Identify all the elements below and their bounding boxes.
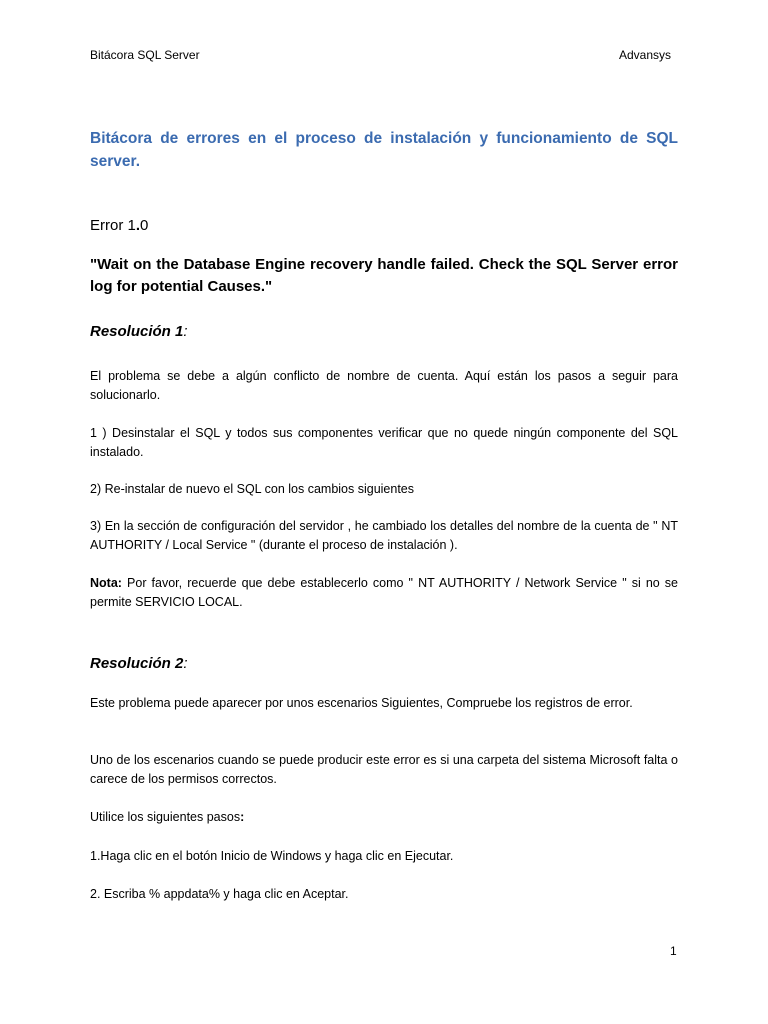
resolution-1-step-1: 1 ) Desinstalar el SQL y todos sus componentes verificar que no quede ningún componente del SQL instalado.	[90, 426, 678, 459]
note-label: Nota:	[90, 576, 122, 590]
resolution-1-intro: El problema se debe a algún conflicto de nombre de cuenta. Aquí están los pasos a seguir para solucionarlo.	[90, 369, 678, 402]
error-label	[90, 217, 148, 234]
note-text: Por favor, recuerde que debe establecerlo como " NT AUTHORITY / Network Service " si no se permite SERVICIO LOCAL.	[90, 576, 678, 609]
error-label-prefix: Error 1	[90, 217, 136, 234]
resolution-2-step-2: 2. Escriba % appdata% y haga clic en Aceptar.	[90, 887, 349, 901]
resolution-1-heading-colon: :	[183, 323, 188, 340]
resolution-2-step-1: 1.Haga clic en el botón Inicio de Windows y haga clic en Ejecutar.	[90, 849, 454, 863]
resolution-1-heading	[90, 323, 188, 340]
document-title: Bitácora de errores en el proceso de instalación y funcionamiento de SQL server.	[90, 130, 678, 170]
resolution-2-heading-text: Resolución 2	[90, 655, 184, 672]
resolution-2-scenario: Uno de los escenarios cuando se puede producir este error es si una carpeta del sistema Microsoft falta o carece de los permisos correctos.	[90, 753, 678, 786]
resolution-2-intro: Este problema puede aparecer por unos escenarios Siguientes, Compruebe los registros de error.	[90, 696, 633, 710]
steps-label-text: Utilice los siguientes pasos	[90, 810, 241, 824]
resolution-2-heading	[90, 655, 188, 672]
resolution-1-step-2: 2) Re-instalar de nuevo el SQL con los cambios siguientes	[90, 482, 415, 496]
resolution-2-heading-colon: :	[183, 655, 188, 672]
error-label-suffix: 0	[140, 217, 149, 234]
error-message-quote: "Wait on the Database Engine recovery handle failed. Check the SQL Server error log for potential Causes."	[90, 256, 678, 295]
header-right: Advansys	[619, 48, 672, 62]
header-left: Bitácora SQL Server	[90, 48, 200, 62]
error-label-dot: .	[135, 217, 141, 234]
page-number: 1	[670, 944, 677, 958]
resolution-1-note	[90, 574, 678, 611]
resolution-1-step-3: 3) En la sección de configuración del servidor , he cambiado los detalles del nombre de la cuenta de " NT AUTHORITY / Local Service " (durante el proceso de instalación ).	[90, 519, 678, 552]
steps-label-colon: :	[240, 810, 245, 824]
resolution-2-steps-label	[90, 808, 678, 827]
resolution-1-heading-text: Resolución 1	[90, 323, 184, 340]
